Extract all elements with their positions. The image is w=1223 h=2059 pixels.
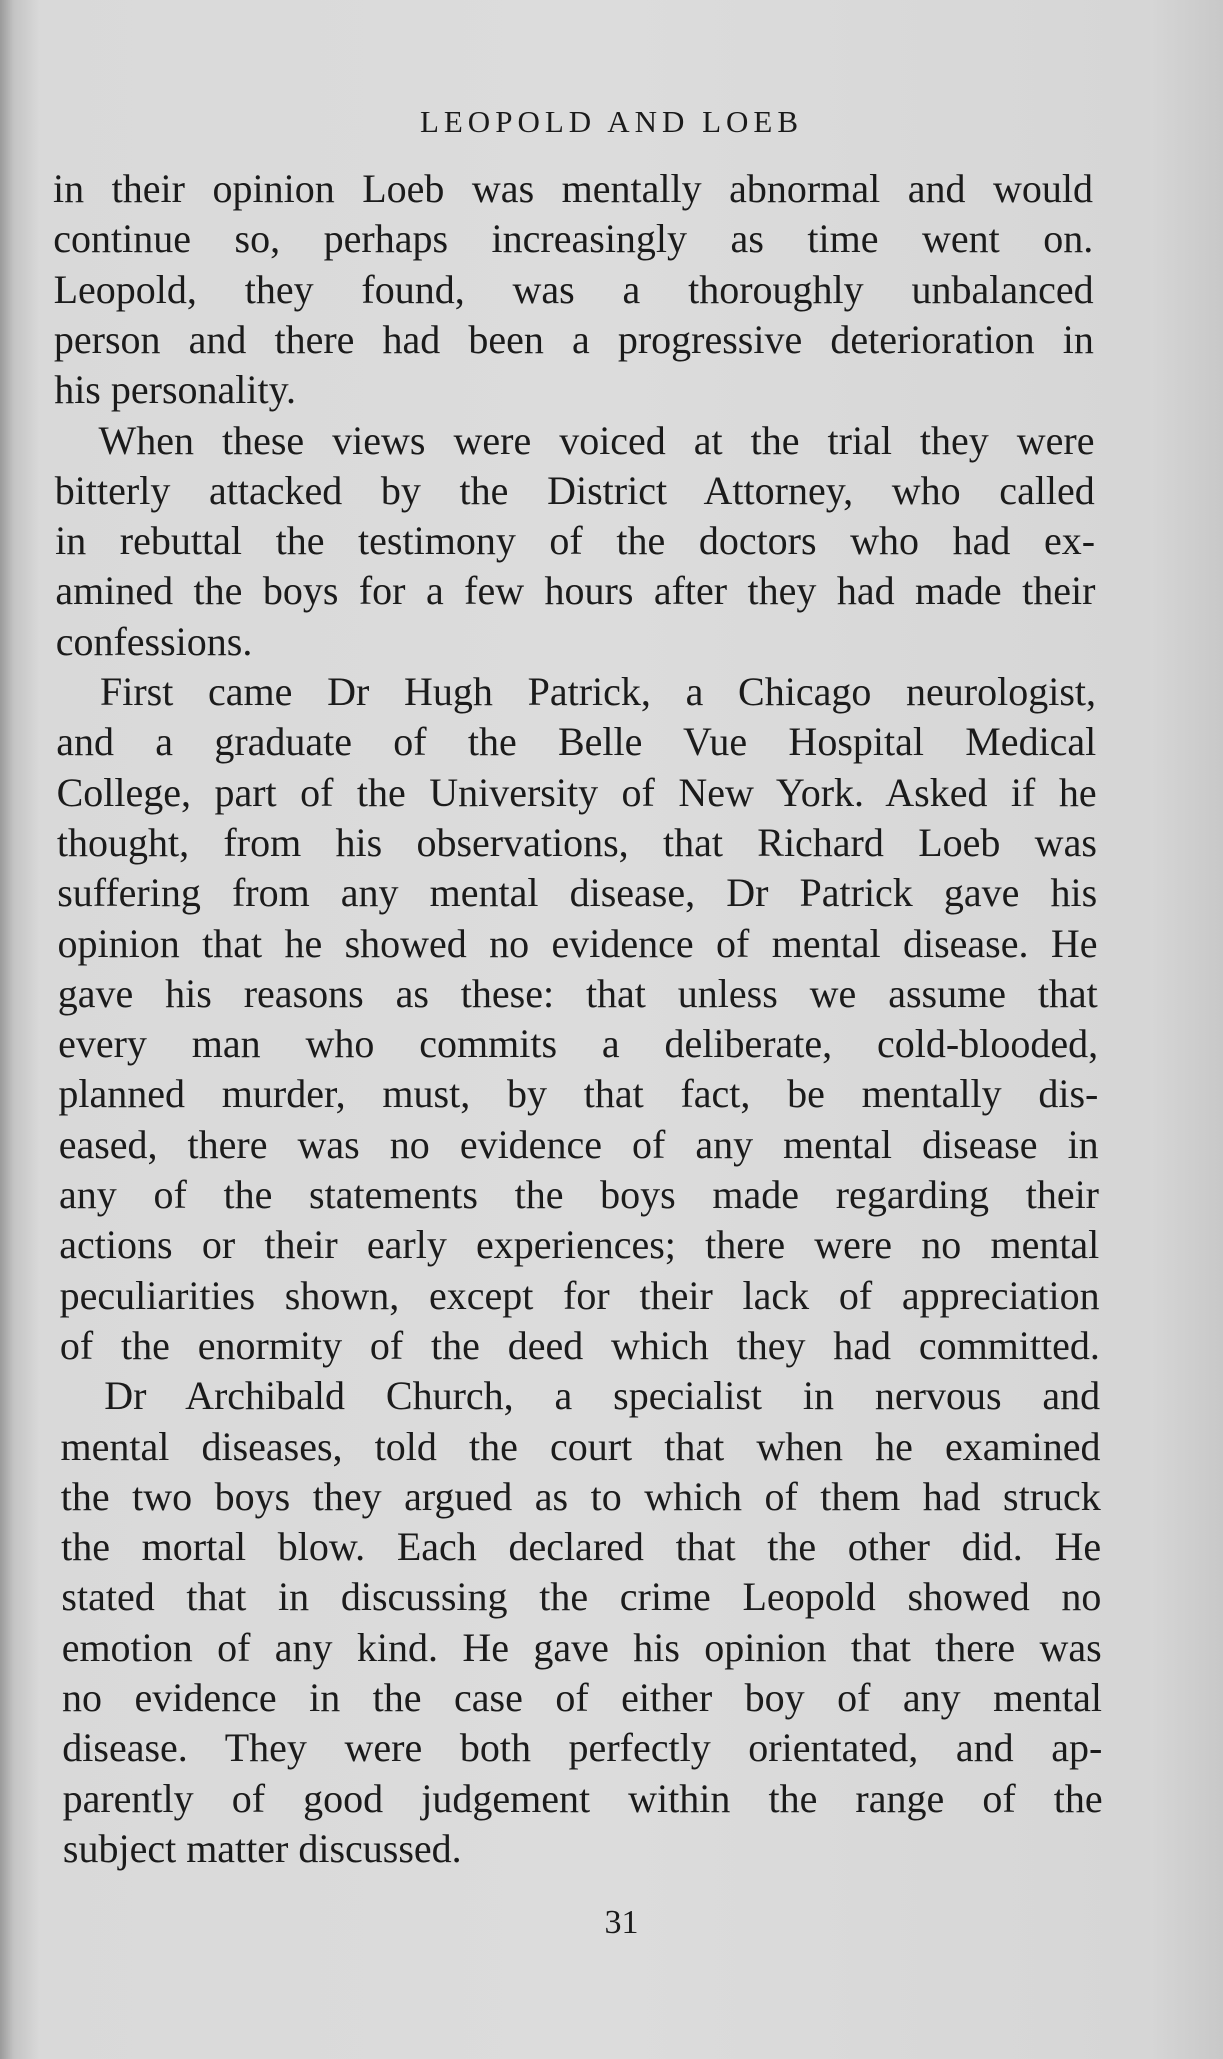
text-line: Leopold, they found, was a thoroughly unbalanced — [53, 266, 1094, 312]
text-line: Dr Archibald Church, a specialist in nervous and — [104, 1373, 1101, 1419]
text-line: continue so, perhaps increasingly as time went on. — [53, 216, 1094, 262]
text-line: emotion of any kind. He gave his opinion that there was — [61, 1624, 1102, 1670]
text-line: gave his reasons as these: that unless we assume that — [57, 970, 1098, 1016]
text-line: bitterly attacked by the District Attorney, who called — [54, 467, 1095, 513]
text-line: College, part of the University of New York. Asked if he — [56, 769, 1097, 815]
text-line: subject matter discussed. — [62, 1825, 462, 1871]
text-line: in their opinion Loeb was mentally abnormal and would — [53, 166, 1093, 211]
text-line: stated that in discussing the crime Leopold showed no — [61, 1574, 1102, 1620]
text-line: thought, from his observations, that Richard Loeb was — [56, 819, 1097, 865]
text-line: eased, there was no evidence of any mental disease in — [58, 1121, 1099, 1167]
text-line: peculiarities shown, except for their lack of appreciation — [59, 1272, 1100, 1318]
text-line: and a graduate of the Belle Vue Hospital Medical — [56, 719, 1097, 765]
text-line: When these views were voiced at the trial they were — [98, 417, 1095, 463]
text-line: mental diseases, told the court that when he examined — [60, 1423, 1101, 1469]
text-line: confessions. — [55, 618, 253, 664]
text-line: suffering from any mental disease, Dr Patrick gave his — [57, 870, 1098, 916]
text-line: disease. They were both perfectly orientated, and ap- — [62, 1725, 1103, 1771]
text-line: parently of good judgement within the range of the — [62, 1775, 1103, 1821]
text-line: planned murder, must, by that fact, be mentally dis- — [58, 1071, 1099, 1117]
page-number: 31 — [604, 1904, 639, 1941]
text-line: person and there had been a progressive deterioration in — [53, 316, 1094, 362]
text-line: every man who commits a deliberate, cold-blooded, — [58, 1021, 1099, 1067]
text-line: of the enormity of the deed which they had committed. — [59, 1322, 1100, 1368]
text-line: amined the boys for a few hours after they had made their — [55, 568, 1096, 614]
text-line: no evidence in the case of either boy of any mental — [62, 1675, 1102, 1720]
text-line: his personality. — [54, 367, 297, 413]
text-line: in rebuttal the testimony of the doctors who had ex- — [55, 518, 1096, 564]
text-line: actions or their early experiences; there were no mental — [59, 1222, 1100, 1268]
text-line: the mortal blow. Each declared that the other did. He — [61, 1524, 1102, 1570]
text-line: any of the statements the boys made regarding their — [59, 1172, 1099, 1217]
text-line: opinion that he showed no evidence of mental disease. He — [57, 920, 1098, 966]
running-header: LEOPOLD AND LOEB — [419, 104, 804, 139]
text-line: the two boys they argued as to which of them had struck — [60, 1473, 1101, 1519]
text-line: First came Dr Hugh Patrick, a Chicago neurologist, — [100, 669, 1096, 714]
